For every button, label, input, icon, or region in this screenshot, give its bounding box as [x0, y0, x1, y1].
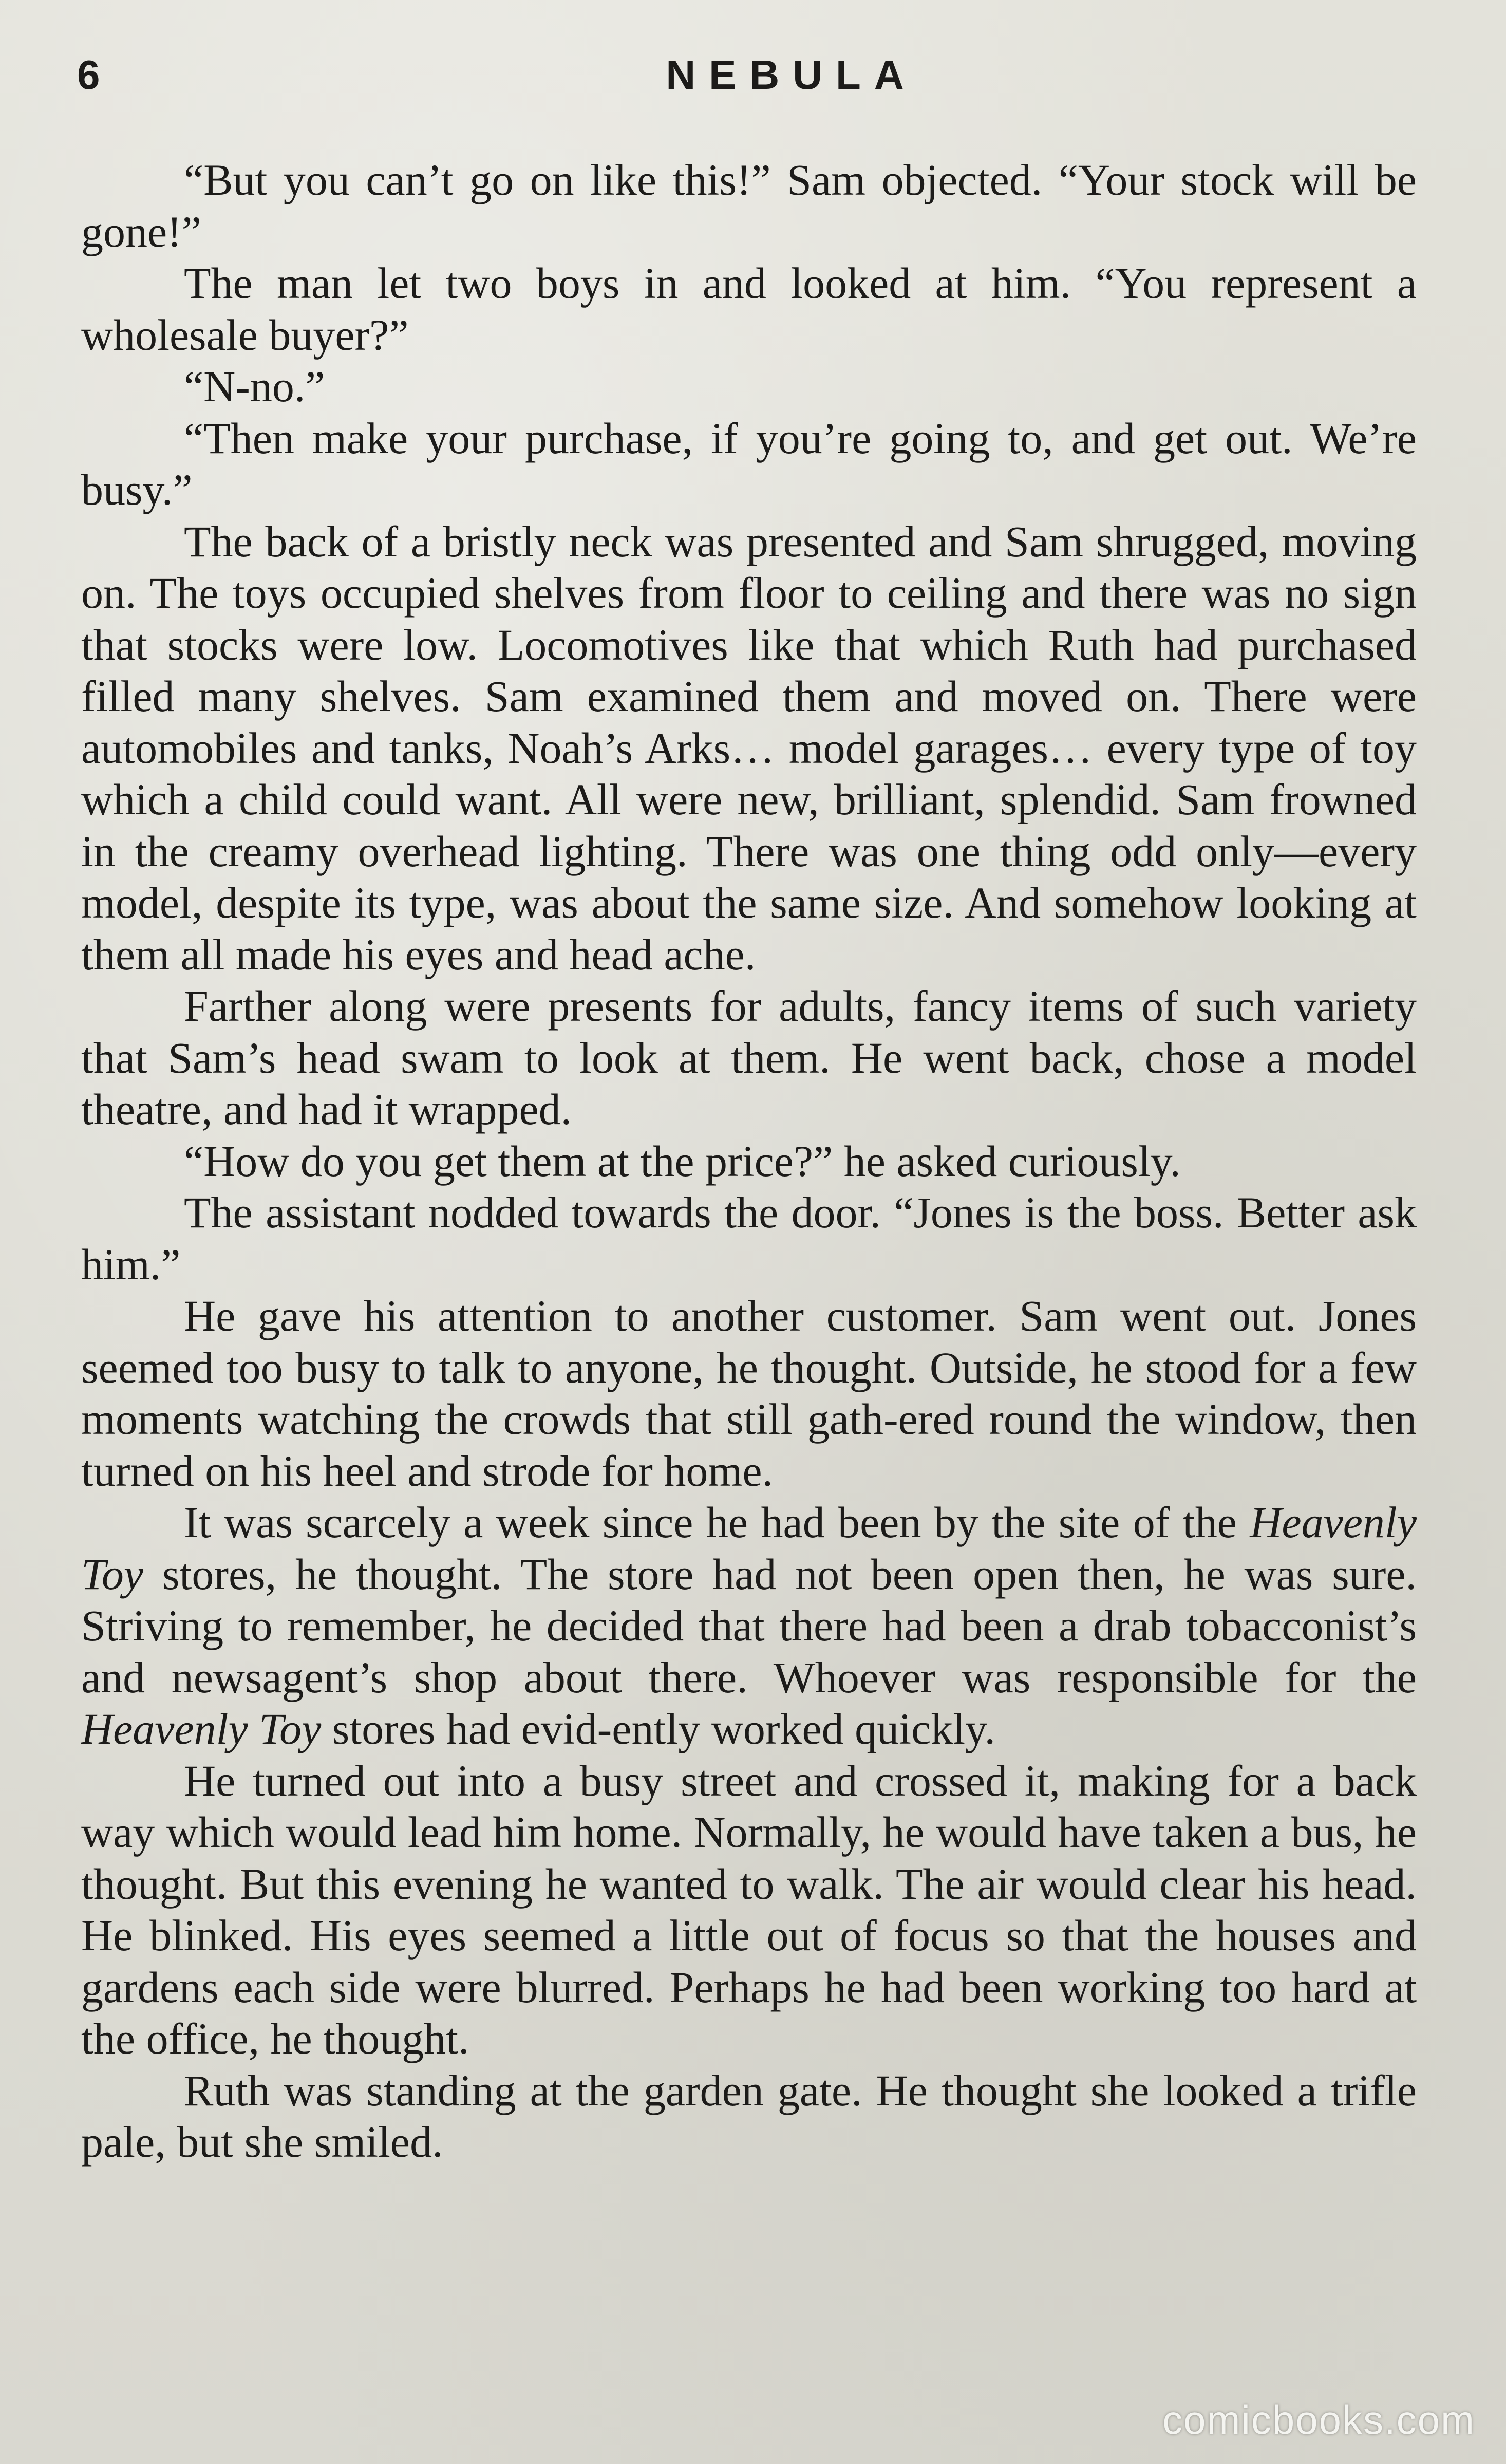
paragraph [81, 1497, 1417, 1755]
story-body [81, 154, 1417, 2168]
paragraph: “N-no.” [184, 362, 325, 411]
paragraph: The man let two boys in and looked at him. “You represent a wholesale buyer?” [81, 258, 1417, 360]
paragraph: “Then make your purchase, if you’re going to, and get out. We’re busy.” [81, 413, 1417, 514]
paragraph-text: It was scarcely a week since he had been by the site of the [184, 1498, 1250, 1547]
paragraph-text: stores, he thought. The store had not been open then, he was sure. Striving to remember, he decided that there had been a drab tobacconist’s and newsagent’s shop about there. Whoever was responsible for the [81, 1549, 1417, 1702]
paragraph: “How do you get them at the price?” he asked curiously. [184, 1136, 1181, 1186]
paragraph: The assistant nodded towards the door. “Jones is the boss. Better ask him.” [81, 1188, 1417, 1289]
store-name-italic: Heavenly Toy [81, 1498, 1417, 1599]
store-name-italic: Heavenly Toy [81, 1704, 322, 1753]
paragraph: He turned out into a busy street and crossed it, making for a back way which would lead him home. Normally, he would have taken a bus, he thought. But this evening he wanted to walk. The air would clear his head. He blinked. His eyes seemed a little out of focus so that the houses and gardens each side were blurred. Perhaps he had been working too hard at the office, he thought. [81, 1756, 1417, 2063]
paragraph: Ruth was standing at the garden gate. He thought she looked a trifle pale, but she smiled. [81, 2065, 1417, 2167]
page-number: 6 [77, 52, 100, 98]
paragraph-text: stores had evid-ently worked quickly. [321, 1704, 996, 1753]
watermark: comicbooks.com [1162, 2397, 1475, 2442]
paragraph: Farther along were presents for adults, fancy items of such variety that Sam’s head swam to look at them. He went back, chose a model theatre, and had it wrapped. [81, 981, 1417, 1134]
running-head-title: NEBULA [666, 52, 917, 98]
paragraph: He gave his attention to another customer. Sam went out. Jones seemed too busy to talk to anyone, he thought. Outside, he stood for a few moments watching the crowds that still gath-ered round the window, then turned on his heel and strode for home. [81, 1291, 1417, 1496]
paragraph: The back of a bristly neck was presented and Sam shrugged, moving on. The toys occupied shelves from floor to ceiling and there was no sign that stocks were low. Locomotives like that which Ruth had purchased filled many shelves. Sam examined them and moved on. There were automobiles and tanks, Noah’s Arks… model garages… every type of toy which a child could want. All were new, brilliant, splendid. Sam frowned in the creamy overhead lighting. There was one thing odd only—every model, despite its type, was about the same size. And somehow looking at them all made his eyes and head ache. [81, 516, 1417, 979]
paragraph: “But you can’t go on like this!” Sam objected. “Your stock will be gone!” [81, 155, 1417, 256]
